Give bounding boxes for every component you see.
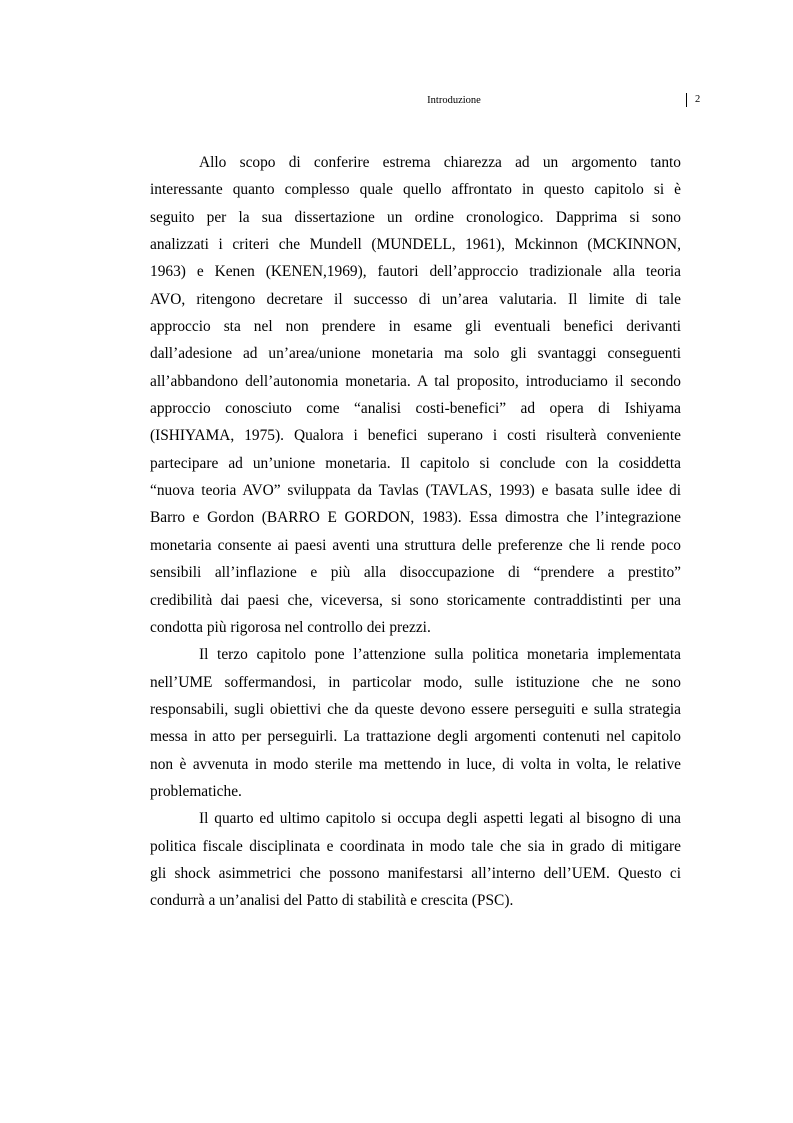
- text-line: dall’adesione ad un’area/unione monetaria ma solo gli svantaggi conseguenti: [150, 345, 681, 363]
- text-line: seguito per la sua dissertazione un ordine cronologico. Dapprima si sono: [150, 208, 681, 226]
- text-line: nell’UME soffermandosi, in particolar modo, sulle istituzione che ne sono: [150, 673, 681, 691]
- text-line: “nuova teoria AVO” sviluppata da Tavlas (TAVLAS, 1993) e basata sulle idee di: [150, 482, 681, 500]
- text-line: analizzati i criteri che Mundell (MUNDELL, 1961), Mckinnon (MCKINNON,: [150, 236, 681, 254]
- text-line: condurrà a un’analisi del Patto di stabilità e crescita (PSC).: [150, 892, 514, 910]
- paragraph-1: [150, 149, 681, 641]
- text-line: gli shock asimmetrici che possono manifestarsi all’interno dell’UEM. Questo ci: [150, 864, 681, 882]
- text-line: all’abbandono dell’autonomia monetaria. A tal proposito, introduciamo il secondo: [150, 372, 681, 390]
- text-line: condotta più rigorosa nel controllo dei prezzi.: [150, 618, 431, 636]
- text-line: responsabili, sugli obiettivi che da queste devono essere perseguiti e sulla strategia: [150, 700, 681, 718]
- text-line: credibilità dai paesi che, viceversa, si sono storicamente contraddistinti per una: [150, 591, 681, 609]
- page-number: 2: [686, 93, 700, 107]
- text-line: monetaria consente ai paesi aventi una struttura delle preferenze che li rende poco: [150, 536, 681, 554]
- paragraph-2: [150, 641, 681, 805]
- text-line: sensibili all’inflazione e più alla disoccupazione di “prendere a prestito”: [150, 564, 681, 582]
- text-line: non è avvenuta in modo sterile ma mettendo in luce, di volta in volta, le relative: [150, 755, 681, 773]
- header-title: Introduzione: [427, 95, 481, 106]
- text-line: approccio conosciuto come “analisi costi-benefici” ad opera di Ishiyama: [150, 400, 681, 418]
- text-line: 1963) e Kenen (KENEN,1969), fautori dell’approccio tradizionale alla teoria: [150, 263, 681, 281]
- body-text: [150, 149, 681, 915]
- text-line: Il quarto ed ultimo capitolo si occupa degli aspetti legati al bisogno di una: [199, 810, 681, 828]
- text-line: Allo scopo di conferire estrema chiarezza ad un argomento tanto: [199, 154, 681, 171]
- text-line: interessante quanto complesso quale quello affrontato in questo capitolo si è: [150, 181, 681, 199]
- text-line: AVO, ritengono decretare il successo di un’area valutaria. Il limite di tale: [150, 290, 681, 308]
- text-line: Barro e Gordon (BARRO E GORDON, 1983). Essa dimostra che l’integrazione: [150, 509, 681, 527]
- text-line: politica fiscale disciplinata e coordinata in modo tale che sia in grado di mitigare: [150, 837, 681, 855]
- text-line: approccio sta nel non prendere in esame gli eventuali benefici derivanti: [150, 318, 681, 336]
- text-line: messa in atto per perseguirli. La trattazione degli argomenti contenuti nel capitolo: [150, 728, 681, 746]
- paragraph-3: [150, 805, 681, 914]
- text-line: (ISHIYAMA, 1975). Qualora i benefici superano i costi risulterà conveniente: [150, 427, 681, 445]
- text-line: Il terzo capitolo pone l’attenzione sulla politica monetaria implementata: [199, 646, 681, 664]
- text-line: problematiche.: [150, 782, 242, 800]
- text-line: partecipare ad un’unione monetaria. Il capitolo si conclude con la cosiddetta: [150, 454, 681, 472]
